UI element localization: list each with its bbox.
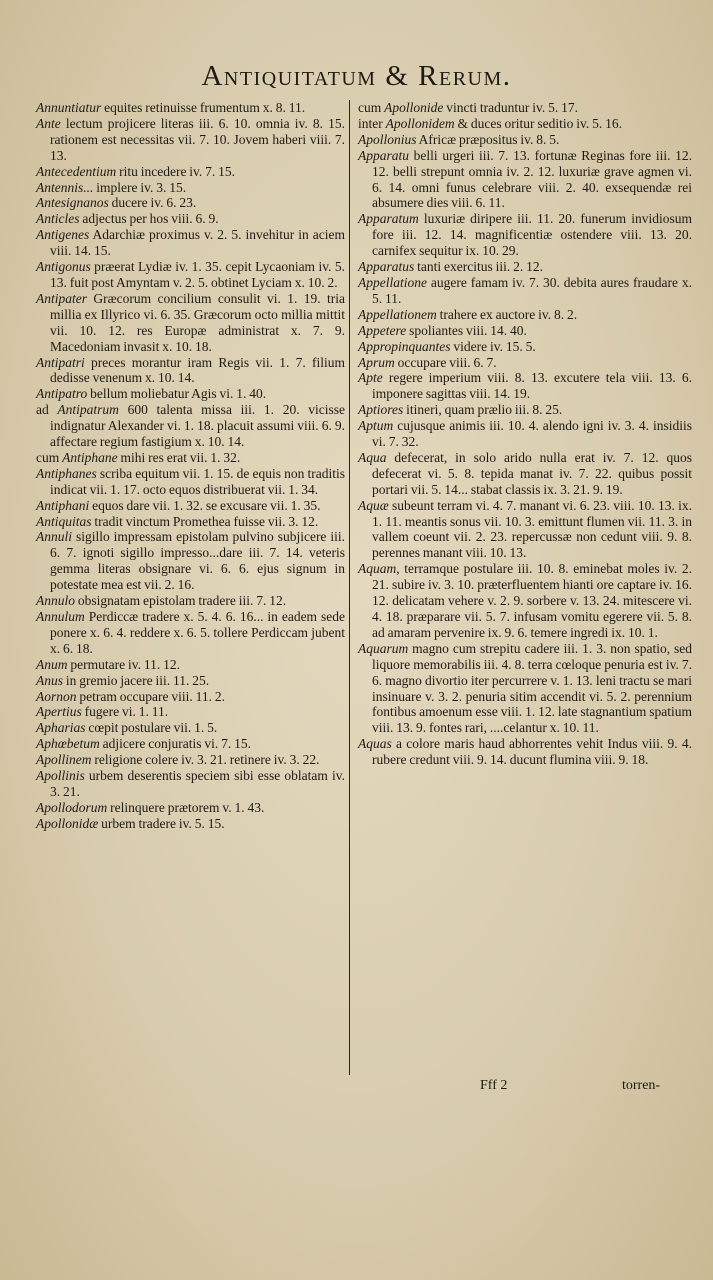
entry-references: luxuriæ diripere iii. 11. 20. funerum invidiosum fore iii. 12. 14. magnificentiæ ostendere viii. 13. 20. carnifex sequitur ix. 10. 29. — [372, 211, 692, 259]
index-entry — [36, 195, 345, 211]
entry-keyword: Antennis... — [36, 179, 94, 195]
index-entry — [36, 211, 345, 227]
entry-references: augere famam iv. 7. 30. debita aures fraudare x. 5. 11. — [372, 274, 692, 306]
index-entry — [358, 116, 692, 132]
entry-references: ritu incedere iv. 7. 15. — [116, 163, 236, 179]
index-entry — [358, 148, 692, 212]
index-entry — [36, 164, 345, 180]
entry-keyword: Antipater — [36, 290, 87, 306]
entry-references: Perdiccæ tradere x. 5. 4. 6. 16... in eadem sede ponere x. 6. 4. reddere x. 6. 5. tollere Perdiccam jubent x. 6. 18. — [50, 609, 345, 656]
index-entry — [358, 339, 692, 355]
entry-keyword: Antigonus — [36, 259, 91, 275]
entry-references: tanti exercitus iii. 2. 12. — [414, 259, 543, 275]
index-entry — [36, 720, 345, 736]
entry-keyword: Appropinquantes — [358, 338, 451, 354]
column-rule — [349, 100, 350, 1075]
entry-keyword: Aquas — [358, 736, 392, 752]
entry-keyword: Anum — [36, 656, 68, 672]
index-entry — [358, 641, 692, 736]
index-entry — [36, 450, 345, 466]
entry-keyword: Appetere — [358, 322, 407, 338]
entry-keyword: Aquarum — [358, 640, 409, 656]
entry-references: vincti traduntur iv. 5. 17. — [443, 100, 578, 115]
entry-references: , terramque postulare iii. 10. 8. eminebat moles iv. 2. 21. subire iv. 3. 10. præterfluentem hianti ore captare iv. 16. 12. delicatam vehere v. 2. 9. sorbere v. 13. 24. mitescere vi. 4. 18. præparare vii. 5. 7. infusam vomitu egerere vii. 5. 8. ad amaram pervenire ix. 9. 6. temere ingredi ix. 10. 1. — [372, 561, 692, 640]
entry-references: tradit vinctum Promethea fuisse vii. 3. 12. — [91, 513, 319, 529]
index-entry — [358, 275, 692, 307]
entry-references: bellum moliebatur Agis vi. 1. 40. — [87, 386, 267, 402]
entry-references: belli urgeri iii. 7. 13. fortunæ Reginas fore iii. 12. 12. belli strepunt omnia iv. 2. 12. luxuriæ grave agmen vi. 6. 14. omni funus celebrare viii. 2. 40. exsequendæ rei absumere dies viii. 6. 11. — [372, 147, 692, 211]
entry-references: itineri, quam prælio iii. 8. 25. — [403, 402, 563, 418]
entry-keyword: Appellationem — [358, 306, 437, 322]
entry-keyword: Aptiores — [358, 402, 404, 418]
entry-keyword: Aptum — [358, 418, 394, 434]
entry-keyword: Apparatus — [358, 259, 415, 275]
index-entry — [358, 498, 692, 562]
entry-keyword: Antipatri — [36, 354, 85, 370]
entry-references: petram occupare viii. 11. 2. — [76, 688, 225, 704]
entry-references: 600 talenta missa iii. 1. 20. vicisse indignatur Alexander vi. 1. 18. placuit assumi viii. 6. 9. affectare regium fastigium x. 10. 14. — [50, 402, 345, 450]
index-entry — [358, 355, 692, 371]
entry-keyword: Apollonidæ — [36, 815, 99, 831]
entry-references: adjicere conjuratis vi. 7. 15. — [99, 736, 251, 752]
running-head: Antiquitatum & Rerum. — [201, 60, 512, 92]
entry-keyword: Aquam — [358, 561, 397, 577]
index-entry — [36, 673, 345, 689]
index-entry — [36, 752, 345, 768]
index-entry — [358, 100, 692, 116]
index-entry — [358, 450, 692, 498]
index-entry — [36, 116, 345, 164]
index-entry — [36, 657, 345, 673]
entry-keyword: Anus — [36, 672, 63, 688]
entry-references: permutare iv. 11. 12. — [67, 656, 180, 672]
entry-keyword: Antiphani — [36, 497, 90, 513]
index-entry — [36, 291, 345, 355]
entry-keyword: Antipatro — [36, 386, 88, 402]
index-entry — [36, 180, 345, 196]
entry-references: subeunt terram vi. 4. 7. manant vi. 6. 23. viii. 10. 13. ix. 1. 11. meantis sonus vii. 10. 3. emittunt flumen vii. 11. 3. in vallem coeunt vii. 2. 23. repercussæ non cedunt viii. 9. 8. perennes manant viii. 10. 13. — [372, 497, 692, 561]
entry-keyword: Antecedentium — [36, 163, 117, 179]
entry-references: mihi res erat vii. 1. 32. — [117, 449, 241, 465]
entry-references: Africæ præpositus iv. 8. 5. — [416, 131, 560, 147]
index-entry — [36, 498, 345, 514]
entry-references: magno cum strepitu cadere iii. 1. 3. non spatio, sed liquore memorabilis iii. 4. 8. terra cœloque penuria est iv. 7. 6. magno divortio iter percurrere v. 1. 13. leni tractu se mari insinuare v. 3. 2. penuria sitim accendit vi. 5. 2. perennium fontibus amoenum esse viii. 1. 12. late stagnantium spatium viii. 13. 9. fontes rari, ....celantur x. 10. 11. — [372, 640, 692, 736]
entry-references: religione colere iv. 3. 21. retinere iv. 3. 22. — [91, 752, 320, 768]
index-entry — [36, 466, 345, 498]
index-entry — [36, 689, 345, 705]
entry-references: scriba equitum vii. 1. 15. de equis non traditis indicat vii. 1. 17. octo equos distribuerat vii. 1. 34. — [50, 465, 345, 497]
entry-references: obsignatam epistolam tradere iii. 7. 12. — [75, 593, 287, 609]
entry-keyword: Apollinis — [36, 768, 85, 784]
index-entry — [358, 736, 692, 768]
entry-prefix: inter — [358, 115, 386, 131]
entry-references: equos dare vii. 1. 32. se excusare vii. 1. 35. — [89, 497, 321, 513]
entry-keyword: Antipatrum — [57, 402, 119, 418]
index-entry — [358, 418, 692, 450]
index-entry — [36, 529, 345, 593]
entry-references: occupare viii. 6. 7. — [394, 354, 497, 370]
index-entry — [36, 736, 345, 752]
entry-references: lectum projicere literas iii. 6. 10. omnia iv. 8. 15. rationem est necessitas vii. 7. 10. Jovem haberi viii. 7. 13. — [50, 115, 345, 163]
entry-prefix: ad — [36, 402, 58, 418]
entry-keyword: Anticles — [36, 211, 80, 227]
entry-references: præerat Lydiæ iv. 1. 35. cepit Lycaoniam iv. 5. 13. fuit post Amyntam v. 2. 5. obtinet Lyciam x. 10. 2. — [50, 259, 345, 290]
index-entry — [358, 561, 692, 641]
entry-keyword: Apertius — [36, 704, 82, 720]
entry-keyword: Antiphane — [62, 449, 118, 465]
entry-references: a colore maris haud abhorrentes vehit Indus viii. 9. 4. rubere credunt viii. 9. 14. ducunt flumina viii. 9. 18. — [372, 736, 692, 768]
entry-keyword: Antiquitas — [36, 513, 92, 529]
index-entry — [358, 259, 692, 275]
left-column — [36, 100, 345, 832]
entry-keyword: Antiphanes — [36, 465, 97, 481]
index-entry — [358, 132, 692, 148]
entry-references: implere iv. 3. 15. — [93, 179, 187, 195]
entry-references: trahere ex auctore iv. 8. 2. — [436, 306, 578, 322]
index-entry — [36, 355, 345, 387]
entry-references: relinquere prætorem v. 1. 43. — [107, 799, 265, 815]
index-entry — [36, 768, 345, 800]
entry-references: defecerat, in solo arido nulla erat iv. 7. 12. quos defecerat vi. 5. 8. tepida manat iv. 7. 22. quibus possit portari vii. 5. 14... stabat classis ix. 3. 21. 9. 19. — [372, 449, 692, 497]
right-column — [358, 100, 692, 768]
index-entry — [36, 227, 345, 259]
index-entry — [358, 307, 692, 323]
entry-keyword: Apollonius — [358, 131, 417, 147]
index-entry — [358, 211, 692, 259]
entry-keyword: Apte — [358, 370, 383, 386]
entry-keyword: Apparatum — [358, 211, 419, 227]
entry-keyword: Aqua — [358, 449, 387, 465]
index-entry — [36, 800, 345, 816]
entry-prefix: cum — [358, 100, 385, 115]
entry-references: cujusque animis iii. 10. 4. alendo igni iv. 3. 4. insidiis vi. 7. 32. — [372, 418, 692, 450]
entry-keyword: Aquæ — [358, 497, 389, 513]
index-entry — [358, 402, 692, 418]
entry-references: urbem tradere iv. 5. 15. — [98, 815, 225, 831]
entry-references: in gremio jacere iii. 11. 25. — [63, 672, 210, 688]
entry-keyword: Annulo — [36, 593, 75, 609]
entry-keyword: Apharias — [36, 720, 86, 736]
entry-keyword: Annuli — [36, 529, 72, 545]
entry-keyword: Appellatione — [358, 274, 427, 290]
entry-references: equites retinuisse frumentum x. 8. 11. — [101, 100, 306, 115]
entry-keyword: Apollonidem — [385, 115, 455, 131]
catchword: torren- — [622, 1078, 661, 1093]
index-entry — [36, 609, 345, 657]
entry-keyword: Ante — [36, 115, 61, 131]
entry-keyword: Aprum — [358, 354, 395, 370]
entry-prefix: cum — [36, 449, 63, 465]
entry-references: cœpit postulare vii. 1. 5. — [85, 720, 218, 736]
signature-mark: Fff 2 — [480, 1078, 508, 1093]
entry-keyword: Apollodorum — [36, 799, 108, 815]
index-entry — [358, 370, 692, 402]
entry-references: Adarchiæ proximus v. 2. 5. invehitur in aciem viii. 14. 15. — [50, 227, 345, 259]
entry-keyword: Annuntiatur — [36, 100, 102, 115]
entry-keyword: Apparatu — [358, 147, 410, 163]
index-entry — [358, 323, 692, 339]
entry-keyword: Antigenes — [36, 227, 90, 243]
entry-references: Græcorum concilium consulit vi. 1. 19. tria millia ex Illyrico vi. 6. 35. Græcorum octo millia mittit vii. 10. 12. res Europæ administrat x. 7. 9. Macedoniam invasit x. 10. 18. — [50, 290, 345, 354]
entry-keyword: Annulum — [36, 609, 85, 624]
entry-references: preces morantur iram Regis vii. 1. 7. filium dedisse venenum x. 10. 14. — [50, 354, 345, 386]
entry-references: fugere vi. 1. 11. — [81, 704, 169, 720]
entry-keyword: Apollonide — [384, 100, 444, 115]
entry-references: urbem deserentis speciem sibi esse oblatam iv. 3. 21. — [50, 768, 345, 799]
entry-references: videre iv. 15. 5. — [450, 338, 536, 354]
index-entry — [36, 386, 345, 402]
entry-references: & duces oritur seditio iv. 5. 16. — [454, 115, 622, 131]
index-entry — [36, 816, 345, 832]
entry-keyword: Antesignanos — [36, 195, 109, 211]
entry-keyword: Apollinem — [36, 752, 92, 768]
entry-references: spoliantes viii. 14. 40. — [406, 322, 527, 338]
index-entry — [36, 704, 345, 720]
index-entry — [36, 259, 345, 291]
index-entry — [36, 514, 345, 530]
entry-references: sigillo impressam epistolam pulvino subjicere iii. 6. 7. ignoti sigillo impresso...dare iii. 7. 14. veteris gemma literas obsignare vi. 6. 6. ejus signum in potestate mea est vii. 2. 16. — [50, 529, 345, 593]
index-entry — [36, 100, 345, 116]
index-entry — [36, 593, 345, 609]
entry-keyword: Aornon — [36, 688, 77, 704]
index-entry — [36, 402, 345, 450]
entry-references: adjectus per hos viii. 6. 9. — [79, 211, 219, 227]
entry-keyword: Aphœbetum — [36, 736, 100, 752]
entry-references: ducere iv. 6. 23. — [108, 195, 197, 211]
entry-references: regere imperium viii. 8. 13. excutere tela viii. 13. 6. imponere sagittas viii. 14. 19. — [372, 370, 692, 402]
